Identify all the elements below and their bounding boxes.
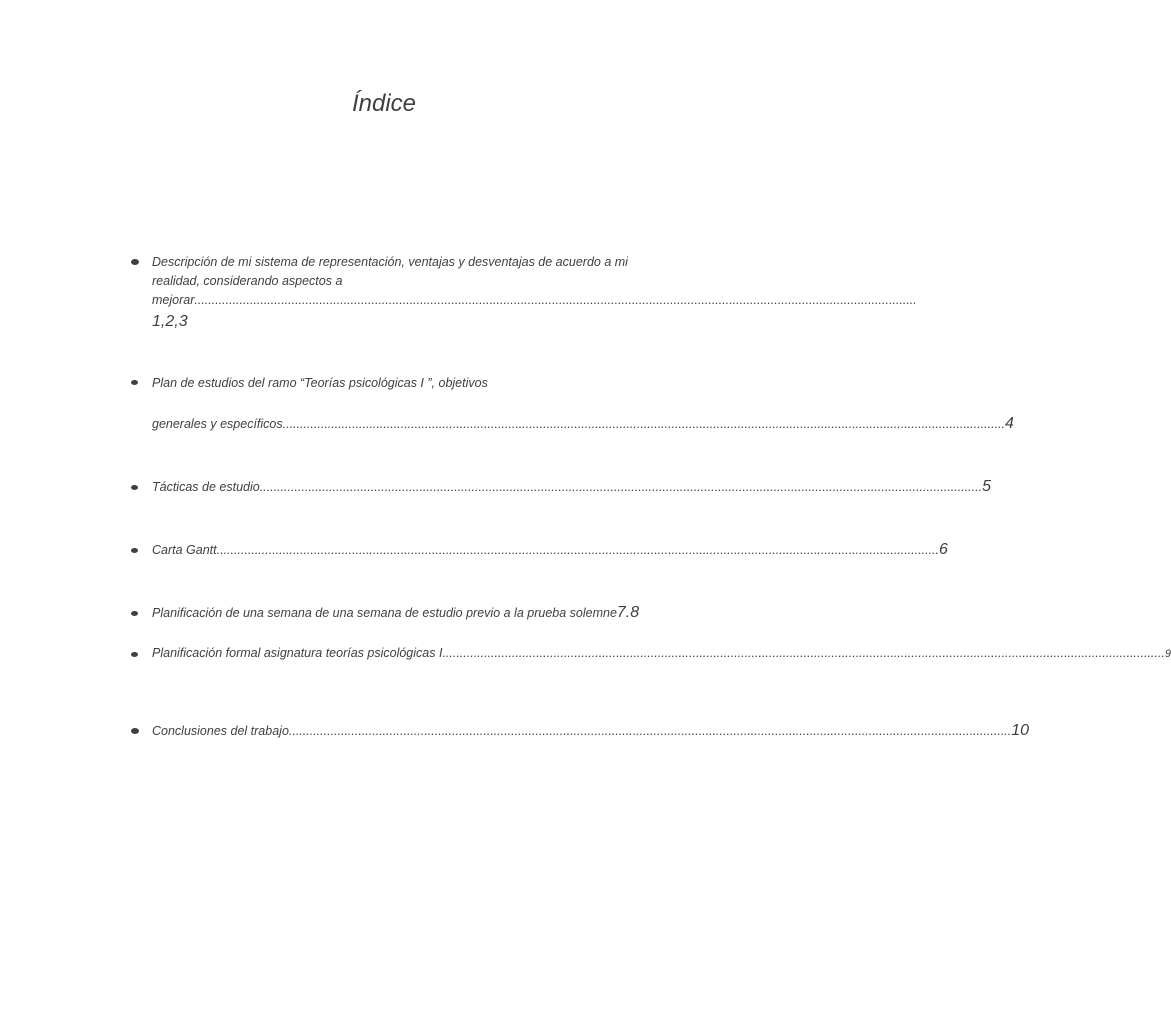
toc-entry <box>152 644 1171 664</box>
bullet-icon <box>131 259 139 265</box>
toc-entry-text: mejorar <box>152 293 195 307</box>
toc-entry <box>152 540 948 560</box>
leader-dots: ................................................................................................................................................................................................................ <box>194 293 917 307</box>
toc-page-number: 6 <box>939 541 948 558</box>
bullet-icon <box>131 548 138 553</box>
toc-entry-text: Tácticas de estudio <box>152 480 260 494</box>
leader-dots: ................................................................................................................................................................................................................ <box>259 480 983 494</box>
toc-entry-text: Descripción de mi sistema de representación, ventajas y desventajas de acuerdo a mi <box>152 255 628 269</box>
leader-dots: ................................................................................................................................................................................................................ <box>442 646 1165 660</box>
toc-entry <box>152 603 644 623</box>
page-title: Índice <box>351 90 417 117</box>
bullet-icon <box>131 611 138 616</box>
toc-entry-text: generales y específicos <box>152 417 283 431</box>
toc-entry-text: realidad, considerando aspectos a <box>152 274 343 288</box>
toc-page-number: 7.8 <box>616 604 640 621</box>
bullet-icon <box>131 380 138 385</box>
toc-entry-text: Carta Gantt <box>152 543 217 557</box>
bullet-icon <box>131 652 138 657</box>
bullet-icon <box>131 728 139 734</box>
toc-entry-text: Plan de estudios del ramo “Teorías psicológicas I ”, objetivos <box>152 376 488 390</box>
leader-dots: ................................................................................................................................................................................................................ <box>282 417 1006 431</box>
toc-entry-text: Planificación de una semana de una semana de estudio previo a la prueba solemne <box>152 606 617 620</box>
toc-entry-text: Planificación formal asignatura teorías psicológicas I <box>152 646 443 660</box>
toc-page-number: 10 <box>1011 722 1030 739</box>
leader-dots: ................................................................................................................................................................................................................ <box>216 543 939 557</box>
toc-entry <box>152 721 1030 741</box>
toc-entry <box>152 477 991 497</box>
leader-dots: ................................................................................................................................................................................................................ <box>288 724 1012 738</box>
toc-page-number: 1,2,3 <box>152 313 188 330</box>
toc-page-number: 5 <box>982 478 991 495</box>
toc-entry-text: Conclusiones del trabajo <box>152 724 289 738</box>
bullet-icon <box>131 485 138 490</box>
toc-page-number: 4 <box>1005 415 1014 432</box>
toc-entry <box>152 253 917 331</box>
toc-entry <box>152 374 1014 434</box>
toc-page-number: 9 <box>1164 648 1171 660</box>
